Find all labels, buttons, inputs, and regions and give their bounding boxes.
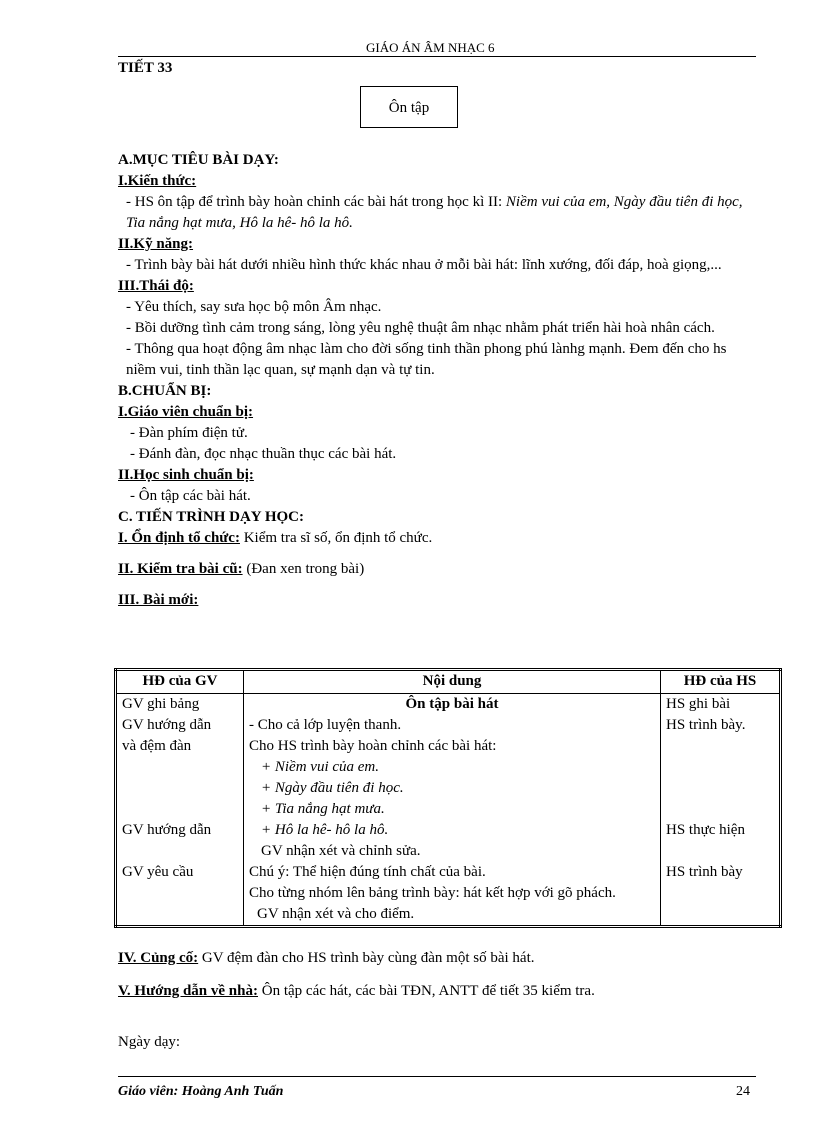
consolidate-label: IV. Củng cố:	[118, 950, 199, 966]
attitude-heading: III.Thái độ:	[118, 278, 194, 294]
col-header-content: Nội dung	[244, 670, 661, 694]
page-number: 24	[736, 1084, 750, 1099]
header-rule	[118, 56, 756, 57]
gv-line: GV hướng dẫn	[122, 717, 212, 733]
footer-rule	[118, 1076, 756, 1077]
hs-spacer	[666, 841, 774, 862]
lesson-number: TIẾT 33	[118, 60, 173, 76]
section-b-heading: B.CHUẨN BỊ:	[118, 383, 212, 399]
hs-line: HS thực hiện	[666, 822, 745, 838]
knowledge-songs: Niềm vui của em, Ngày đầu tiên đi học, Tia nắng hạt mưa, Hô la hê- hô la hô.	[126, 194, 743, 231]
header-title: GIÁO ÁN ÂM NHẠC 6	[366, 40, 495, 55]
attitude-item: - Yêu thích, say sưa học bộ môn Âm nhạc.	[126, 299, 382, 315]
section-c-heading: C. TIẾN TRÌNH DẠY HỌC:	[118, 509, 304, 525]
teacher-prep-item: - Đàn phím điện tử.	[130, 425, 248, 441]
teacher-prep-item: - Đánh đàn, đọc nhạc thuần thục các bài hát.	[130, 446, 397, 462]
knowledge-heading: I.Kiến thức:	[118, 173, 197, 189]
step-1-label: I. Ổn định tổ chức:	[118, 530, 240, 546]
song-line: + Niềm vui của em.	[261, 759, 380, 775]
homework	[118, 981, 595, 1002]
gv-spacer	[122, 841, 238, 862]
gv-spacer	[122, 883, 238, 925]
content-line: Cho từng nhóm lên bảng trình bày: hát kết hợp với gõ phách.	[249, 885, 616, 901]
topic-title: Ôn tập	[388, 100, 430, 116]
step-2-label: II. Kiểm tra bài cũ:	[118, 561, 243, 577]
hs-line: HS ghi bài	[666, 696, 731, 712]
gv-line: GV yêu cầu	[122, 864, 194, 880]
gv-cell	[116, 694, 244, 927]
content-line: GV nhận xét và cho điểm.	[257, 906, 415, 922]
table-row	[116, 694, 781, 927]
step-1	[118, 528, 758, 549]
step-2	[118, 559, 758, 580]
step-1-text: Kiểm tra sĩ số, ổn định tổ chức.	[239, 530, 433, 546]
lesson-body	[118, 150, 758, 611]
topic-box	[360, 86, 458, 128]
col-header-hs: HĐ của HS	[661, 670, 781, 694]
skills-text: - Trình bày bài hát dưới nhiều hình thức khác nhau ở mỗi bài hát: lĩnh xướng, đối đáp, hoà giọng,...	[126, 257, 722, 273]
gv-spacer	[122, 757, 238, 820]
table-header-row	[116, 670, 781, 694]
song-line: + Ngày đầu tiên đi học.	[261, 780, 404, 796]
consolidate-text: GV đệm đàn cho HS trình bày cùng đàn một số bài hát.	[198, 950, 535, 966]
content-line: Cho HS trình bày hoàn chỉnh các bài hát:	[249, 738, 497, 754]
consolidate	[118, 948, 595, 969]
content-title: Ôn tập bài hát	[405, 696, 499, 712]
attitude-item: - Bồi dưỡng tình cảm trong sáng, lòng yêu nghệ thuật âm nhạc nhằm phát triển hài hoà nhân cách.	[126, 320, 715, 336]
content-line: - Cho cả lớp luyện thanh.	[249, 717, 402, 733]
hs-cell	[661, 694, 781, 927]
content-cell	[244, 694, 661, 927]
song-line: + Tia nắng hạt mưa.	[261, 801, 385, 817]
homework-text: Ôn tập các hát, các bài TĐN, ANTT để tiết 35 kiểm tra.	[258, 983, 595, 999]
attitude-item: - Thông qua hoạt động âm nhạc làm cho đời sống tinh thần phong phú lànhg mạnh. Đem đến cho hs niềm vui, tinh thần lạc quan, sự mạnh dạn và tự tin.	[126, 341, 727, 378]
hs-line: HS trình bày	[666, 864, 743, 880]
hs-line: HS trình bày.	[666, 717, 746, 733]
homework-label: V. Hướng dẫn về nhà:	[118, 983, 258, 999]
skills-heading: II.Kỹ năng:	[118, 236, 194, 252]
hs-spacer	[666, 736, 774, 820]
activity-table	[114, 668, 782, 928]
step-3-label: III. Bài mới:	[118, 592, 199, 608]
student-prep-item: - Ôn tập các bài hát.	[130, 488, 251, 504]
song-line: + Hô la hê- hô la hô.	[261, 822, 389, 838]
teacher-prep-heading: I.Giáo viên chuẩn bị:	[118, 404, 254, 420]
closing-section	[118, 948, 595, 1053]
gv-line: GV hướng dẫn	[122, 822, 212, 838]
col-header-gv: HĐ của GV	[116, 670, 244, 694]
knowledge-intro: - HS ôn tập để trình bày hoàn chỉnh các bài hát trong học kì II:	[126, 194, 506, 210]
hs-spacer	[666, 883, 774, 925]
content-line: Chú ý: Thể hiện đúng tính chất của bài.	[249, 864, 486, 880]
student-prep-heading: II.Học sinh chuẩn bị:	[118, 467, 254, 483]
section-a-heading: A.MỤC TIÊU BÀI DẠY:	[118, 152, 279, 168]
gv-line: GV ghi bảng	[122, 696, 200, 712]
content-line: GV nhận xét và chỉnh sửa.	[261, 843, 421, 859]
gv-line: và đệm đàn	[122, 738, 192, 754]
knowledge-text	[118, 192, 758, 234]
date-label: Ngày dạy:	[118, 1034, 181, 1050]
step-2-text: (Đan xen trong bài)	[242, 561, 365, 577]
footer-teacher: Giáo viên: Hoàng Anh Tuấn	[118, 1084, 284, 1099]
